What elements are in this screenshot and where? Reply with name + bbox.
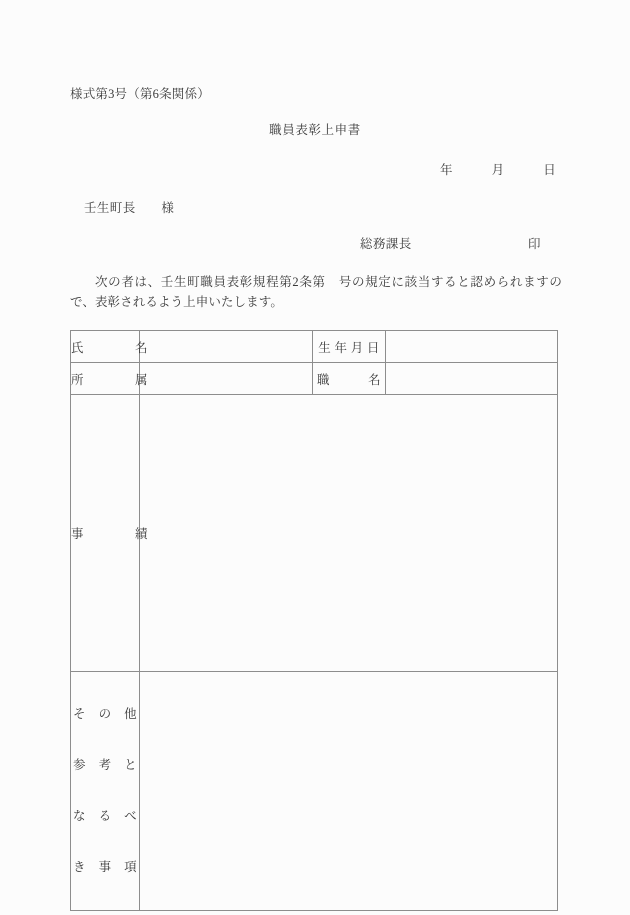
remarks-label-stack: [71, 672, 139, 910]
remarks-label-line: き 事 項: [72, 860, 137, 874]
table-row-achievement: [71, 395, 558, 672]
date-line: 年 月 日: [440, 163, 557, 177]
remarks-label-line: 参 考 と: [72, 758, 137, 772]
row-value-birthdate[interactable]: [386, 331, 558, 363]
sender-title: 総務課長: [360, 237, 412, 251]
form-number: 様式第3号（第6条関係）: [70, 87, 210, 101]
row-value-achievement[interactable]: [140, 395, 558, 672]
row-label-remarks: [71, 672, 140, 911]
addressee-line: 壬生町長 様: [84, 201, 175, 215]
row-label-achievement: 事 績: [71, 395, 140, 672]
table-row: [71, 363, 558, 395]
row-value-position[interactable]: [386, 363, 558, 395]
row-value-affiliation[interactable]: [140, 363, 313, 395]
row-value-remarks[interactable]: [140, 672, 558, 911]
row-label-name: 氏 名: [71, 331, 140, 363]
remarks-label-line: な る べ: [72, 809, 137, 823]
row-label-affiliation: 所 属: [71, 363, 140, 395]
row-value-name[interactable]: [140, 331, 313, 363]
table-row: [71, 331, 558, 363]
page-title: 職員表彰上申書: [269, 123, 361, 137]
applicant-table: [70, 330, 558, 911]
remarks-label-line: そ の 他: [72, 707, 137, 721]
body-paragraph: 次の者は、壬生町職員表彰規程第2条第 号の規定に該当すると認められますので、表彰されるよう上申いたします。: [70, 275, 562, 309]
seal-mark: 印: [528, 237, 541, 251]
row-label-position: 職 名: [313, 363, 386, 395]
row-label-birthdate: 生 年 月 日: [313, 331, 386, 363]
table-row-remarks: [71, 672, 558, 911]
